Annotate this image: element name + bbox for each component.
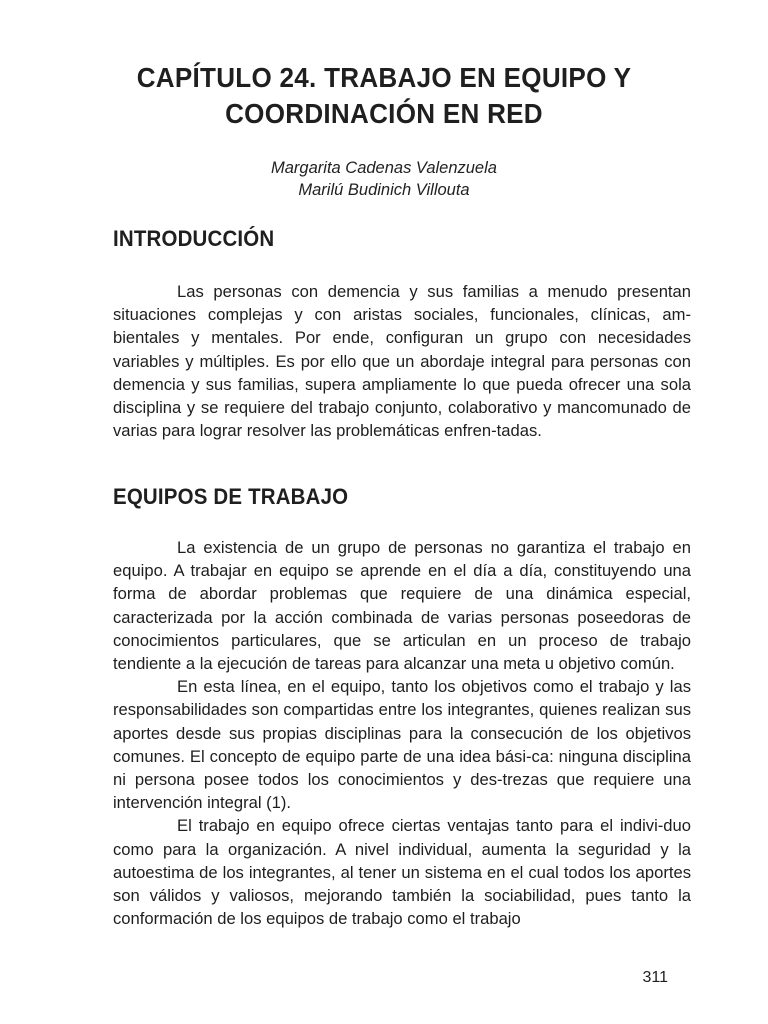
author-list	[100, 157, 668, 201]
section-body-introduccion	[113, 280, 691, 442]
chapter-title-line-2: COORDINACIÓN EN RED	[225, 98, 543, 129]
body-paragraph: El trabajo en equipo ofrece ciertas ventajas tanto para el indivi-duo como para la organización. A nivel individual, aumenta la seguridad y la autoestima de los integrantes, al tener un sistema en el cual todos los aportes son válidos y valiosos, mejorando también la sociabilidad, pues tanto la conformación de los equipos de trabajo como el trabajo	[113, 816, 691, 929]
author-name: Marilú Budinich Villouta	[298, 181, 470, 199]
section-heading-equipos-de-trabajo: EQUIPOS DE TRABAJO	[113, 484, 349, 509]
body-paragraph: La existencia de un grupo de personas no garantiza el trabajo en equipo. A trabajar en equipo se aprende en el día a día, constituyendo una forma de abordar problemas que requiere de una dinámica especial, caracterizada por la acción combinada de varias personas poseedoras de conocimientos particulares, que se articulan en un proceso de trabajo tendiente a la ejecución de tareas para alcanzar una meta u objetivo común.	[113, 538, 691, 674]
page-number: 311	[642, 969, 668, 986]
section-body-equipos-de-trabajo	[113, 536, 691, 930]
body-paragraph: En esta línea, en el equipo, tanto los objetivos como el trabajo y las responsabilidades son compartidas entre los integrantes, quienes realizan sus aportes desde sus propias disciplinas para la consecución de los objetivos comunes. El concepto de equipo parte de una idea bási-ca: ninguna disciplina ni persona posee todos los conocimientos y des-trezas que requiere una intervención integral (1).	[113, 677, 691, 813]
chapter-title	[120, 60, 648, 132]
chapter-title-line-1: CAPÍTULO 24. TRABAJO EN EQUIPO Y	[136, 62, 632, 93]
section-heading-introduccion: INTRODUCCIÓN	[113, 226, 275, 251]
author-name: Margarita Cadenas Valenzuela	[271, 159, 497, 177]
body-paragraph: Las personas con demencia y sus familias a menudo presentan situaciones complejas y con aristas sociales, funcionales, clínicas, am-bientales y mentales. Por ende, configuran un grupo con necesidades variables y múltiples. Es por ello que un abordaje integral para personas con demencia y sus familias, supera ampliamente lo que pueda ofrecer una sola disciplina y se requiere del trabajo conjunto, colaborativo y mancomunado de varias para lograr resolver las problemáticas enfren-tadas.	[113, 282, 691, 441]
